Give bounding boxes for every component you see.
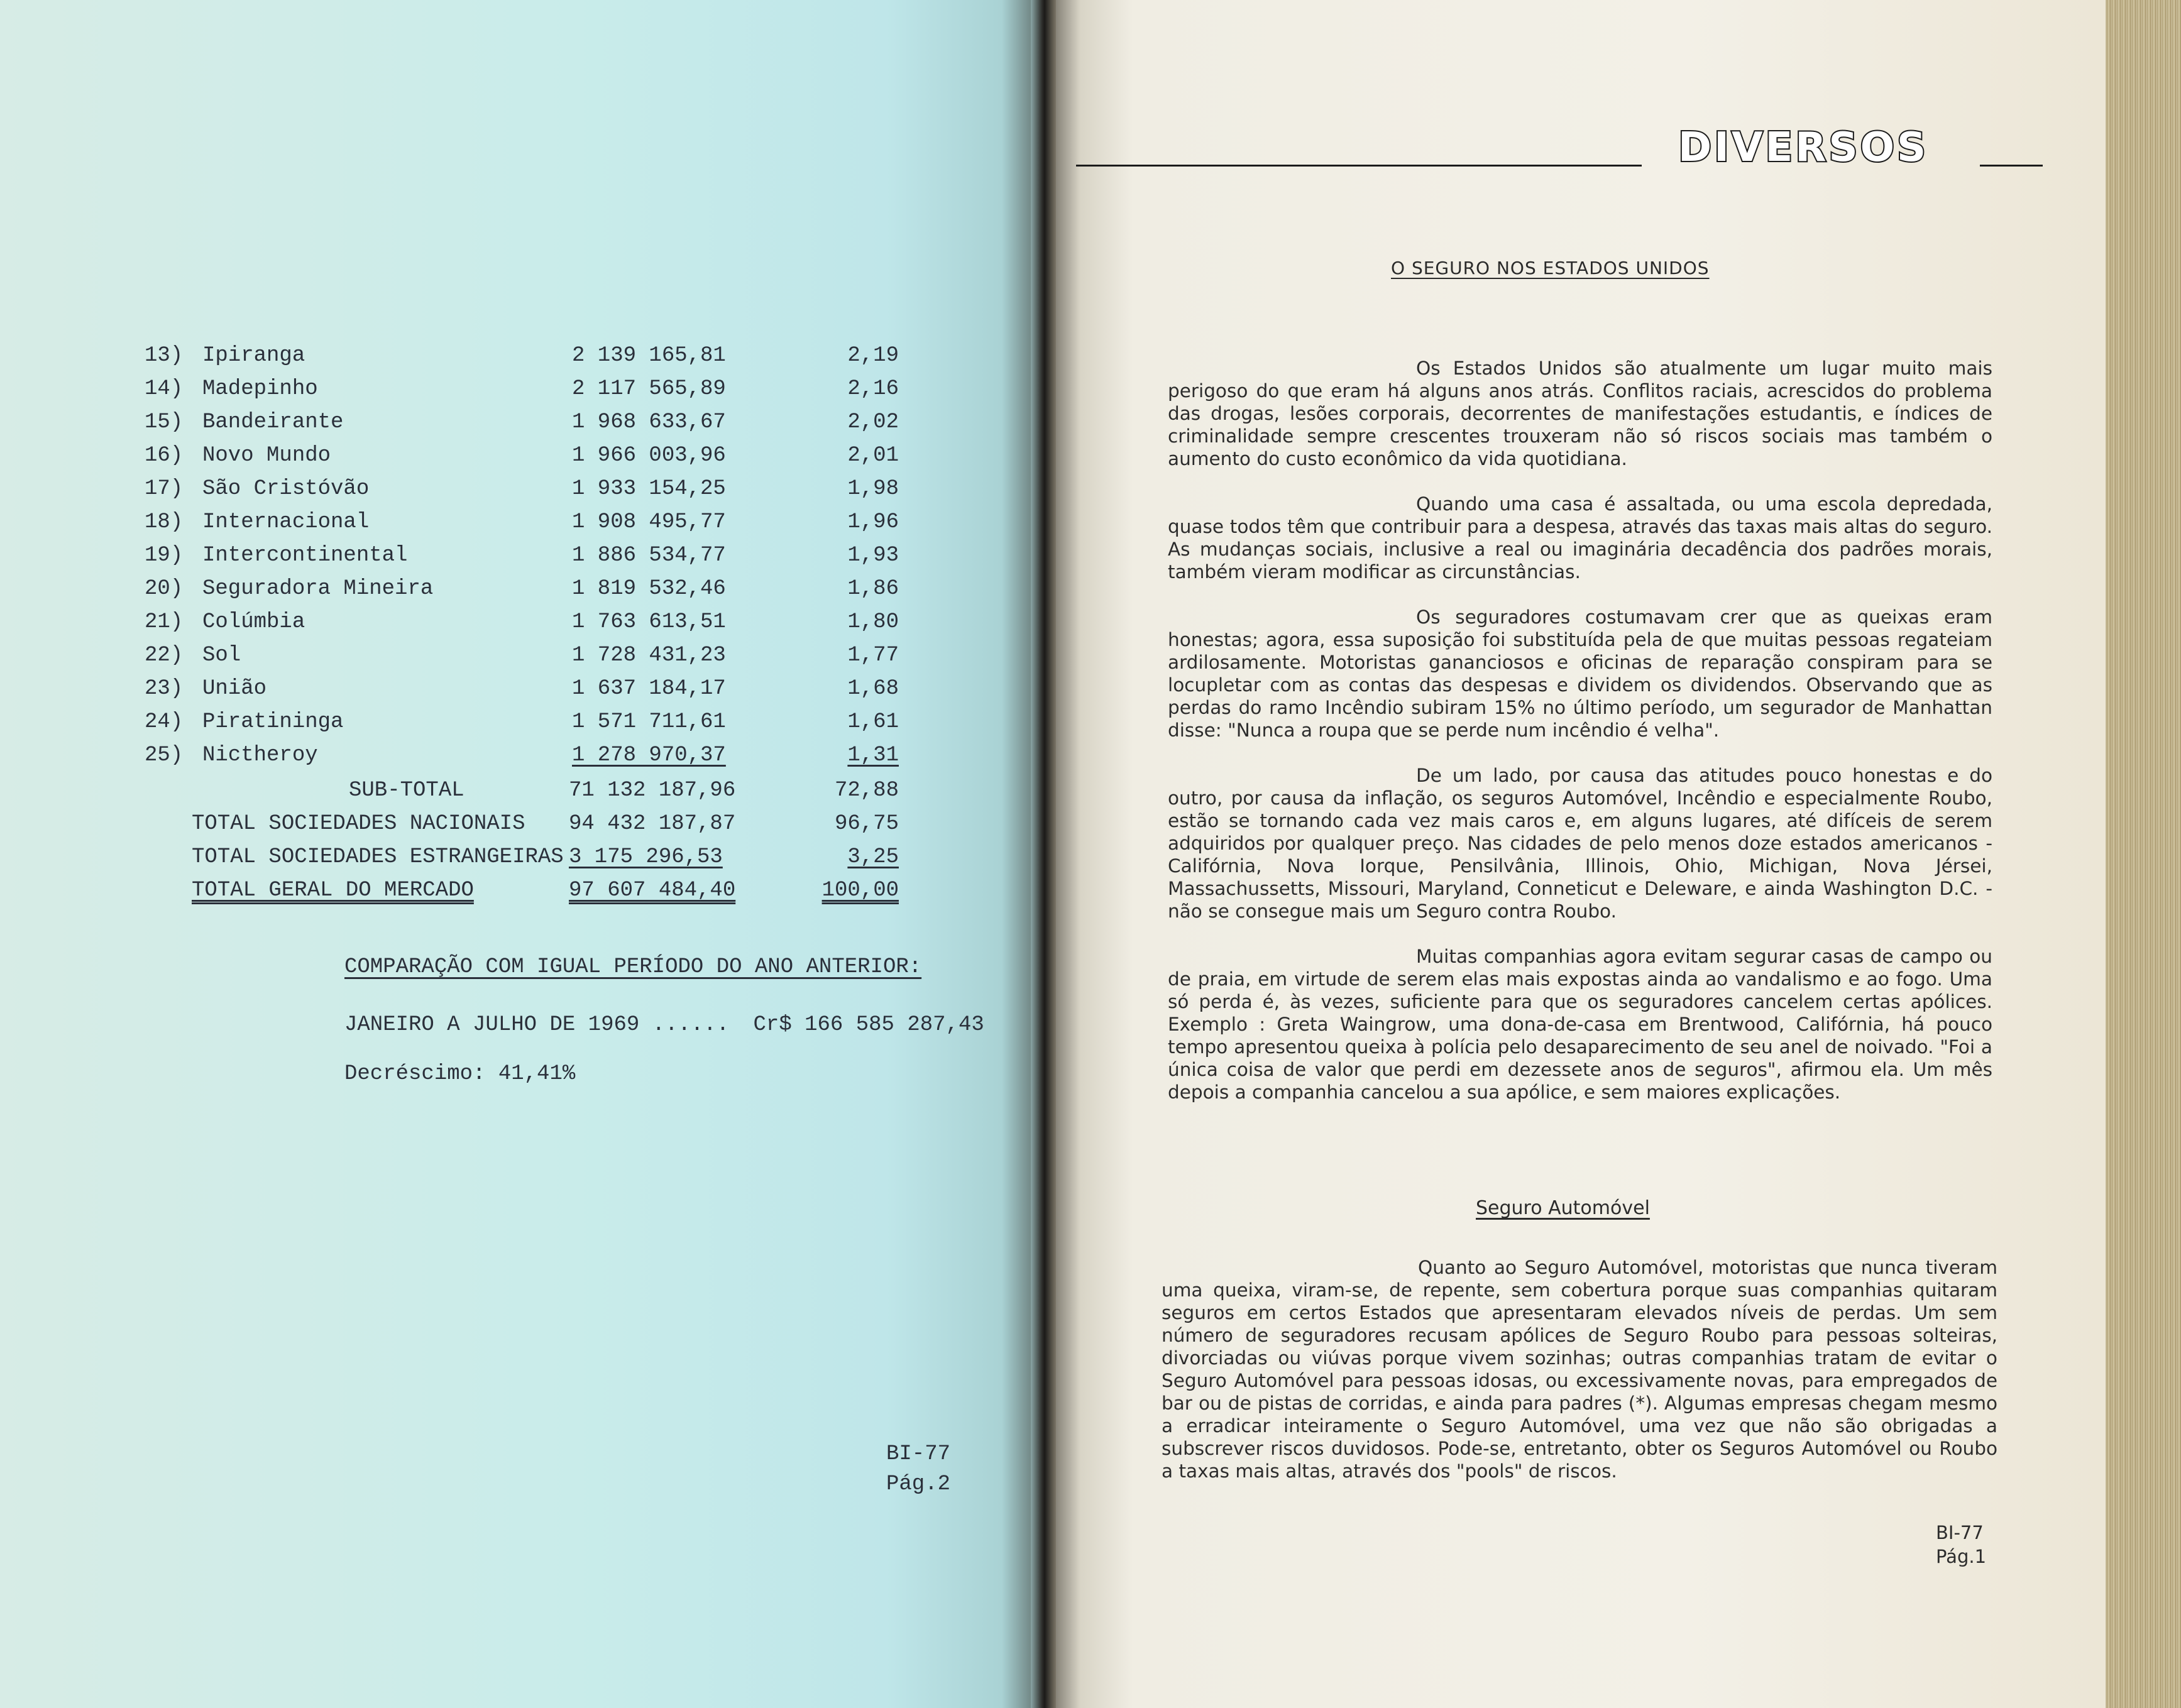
rank-number: 18) — [145, 510, 184, 534]
insurer-ranking-table — [145, 339, 899, 772]
market-share: 1,80 — [847, 610, 899, 634]
insurer-name: Novo Mundo — [202, 444, 331, 468]
rank-number: 25) — [145, 743, 184, 767]
article-body — [1168, 357, 1992, 1126]
article-paragraph: Muitas companhias agora evitam segurar casas de campo ou de praia, em virtude de serem elas mais expostas ainda ao vandalismo e ao fogo. Uma só perda é, às vezes, suficiente para que os seguradores cancelem certas apólices. Exemplo : Greta Waingrow, uma dona-de-casa em Brentwood, Califórnia, há pouco tempo apresentou queixa à polícia pelo desaparecimento de seu anel de noivado. "Foi a única coisa de valor que perdi em dezessete anos de seguros", afirmou ela. Um mês depois a companhia cancelou a sua apólice, e sem maiores explicações. — [1168, 946, 1992, 1103]
totals-block — [192, 774, 899, 907]
bulletin-code: BI-77 — [1936, 1522, 1984, 1543]
market-share: 2,16 — [847, 377, 899, 401]
market-share: 1,68 — [847, 677, 899, 701]
article-paragraph: Os Estados Unidos são atualmente um lugar muito mais perigoso do que eram há alguns anos atrás. Conflitos raciais, acrescidos do problema das drogas, lesões corporais, decorrentes de manifestações estudantis, e índices de criminalidade sempre crescentes trouxeram não só riscos sociais mas também o aumento do custo econômico da vida quotidiana. — [1168, 358, 1992, 469]
table-row — [145, 639, 899, 672]
table-row — [145, 506, 899, 539]
insurer-name: Internacional — [202, 510, 370, 534]
market-share: 2,01 — [847, 444, 899, 468]
subtotal-amount: 71 132 187,96 — [569, 779, 736, 802]
insurer-name: Nictheroy — [202, 743, 318, 767]
total-geral-row — [192, 874, 899, 907]
premium-amount: 2 117 565,89 — [572, 377, 726, 401]
header-rule-right — [1980, 165, 2043, 167]
total-nacionais-row — [192, 807, 899, 841]
subtotal-row — [192, 774, 899, 807]
premium-amount: 1 886 534,77 — [572, 544, 726, 567]
subtotal-percent: 72,88 — [834, 779, 899, 802]
insurer-name: Seguradora Mineira — [202, 577, 434, 601]
insurer-name: Madepinho — [202, 377, 318, 401]
premium-amount: 1 968 633,67 — [572, 410, 726, 434]
rank-number: 17) — [145, 477, 184, 501]
market-share: 1,86 — [847, 577, 899, 601]
insurer-name: Ipiranga — [202, 344, 305, 368]
comparison-period — [344, 1013, 984, 1037]
total-geral-amount: 97 607 484,40 — [569, 879, 736, 902]
table-row — [145, 439, 899, 473]
article-paragraph: De um lado, por causa das atitudes pouco honestas e do outro, por causa da inflação, os seguros Automóvel, Incêndio e especialmente Roubo, estão se tornando cada vez mais caros e, em alguns lugares, até difíceis de serem adquiridos por qualquer preço. Nas cidades de pelo menos doze estados americanos - Califórnia, Nova Iorque, Pensilvânia, Illinois, Ohio, Michigan, Nova Jérsei, Massachussetts, Missouri, Maryland, Conneticut e Deleware, e ainda Washington D.C. - não se consegue mais um Seguro contra Roubo. — [1168, 765, 1992, 922]
rank-number: 16) — [145, 444, 184, 468]
table-row — [145, 739, 899, 772]
market-share: 1,31 — [847, 743, 899, 767]
premium-amount: 1 728 431,23 — [572, 643, 726, 667]
left-page-reference — [886, 1439, 950, 1499]
article-auto-section — [1162, 1256, 1997, 1482]
rank-number: 19) — [145, 544, 184, 567]
subheading-auto: Seguro Automóvel — [1476, 1197, 1650, 1219]
insurer-name: Bandeirante — [202, 410, 344, 434]
table-row — [145, 339, 899, 373]
rank-number: 13) — [145, 344, 184, 368]
book-page-edges — [2106, 0, 2181, 1708]
insurer-name: Colúmbia — [202, 610, 305, 634]
subtotal-label: SUB-TOTAL — [349, 779, 464, 802]
comparison-period-value: Cr$ 166 585 287,43 — [753, 1013, 984, 1037]
rank-number: 24) — [145, 710, 184, 734]
comparison-title: COMPARAÇÃO COM IGUAL PERÍODO DO ANO ANTERIOR: — [344, 955, 922, 979]
market-share: 1,96 — [847, 510, 899, 534]
table-row — [145, 373, 899, 406]
premium-amount: 1 278 970,37 — [572, 743, 726, 767]
bulletin-code: BI-77 — [886, 1442, 951, 1466]
market-share: 1,61 — [847, 710, 899, 734]
right-page-reference — [1936, 1521, 1986, 1568]
total-estrangeiras-label: TOTAL SOCIEDADES ESTRANGEIRAS — [192, 845, 564, 869]
total-nacionais-label: TOTAL SOCIEDADES NACIONAIS — [192, 812, 525, 836]
section-title: DIVERSOS — [1678, 124, 1929, 171]
table-row — [145, 606, 899, 639]
rank-number: 23) — [145, 677, 184, 701]
page-number: Pág.2 — [886, 1472, 951, 1496]
premium-amount: 1 571 711,61 — [572, 710, 726, 734]
premium-amount: 1 933 154,25 — [572, 477, 726, 501]
market-share: 1,77 — [847, 643, 899, 667]
rank-number: 20) — [145, 577, 184, 601]
header-rule-left — [1076, 165, 1642, 167]
premium-amount: 1 819 532,46 — [572, 577, 726, 601]
decrease-percent: Decréscimo: 41,41% — [344, 1062, 576, 1086]
insurer-name: União — [202, 677, 267, 701]
book-gutter — [1031, 0, 1056, 1708]
market-share: 1,93 — [847, 544, 899, 567]
insurer-name: Piratininga — [202, 710, 344, 734]
premium-amount: 1 966 003,96 — [572, 444, 726, 468]
total-estrangeiras-percent: 3,25 — [847, 845, 899, 869]
article-title: O SEGURO NOS ESTADOS UNIDOS — [1391, 258, 1710, 278]
premium-amount: 1 908 495,77 — [572, 510, 726, 534]
total-nacionais-amount: 94 432 187,87 — [569, 812, 736, 836]
table-row — [145, 572, 899, 606]
total-geral-percent: 100,00 — [821, 879, 899, 902]
insurer-name: Sol — [202, 643, 241, 667]
table-row — [145, 473, 899, 506]
insurer-name: Intercontinental — [202, 544, 408, 567]
total-estrangeiras-row — [192, 841, 899, 874]
premium-amount: 2 139 165,81 — [572, 344, 726, 368]
article-paragraph: Os seguradores costumavam crer que as queixas eram honestas; agora, essa suposição foi substituída pela de que muitas pessoas regateiam ardilosamente. Motoristas gananciosos e oficinas de reparação conspiram para se locupletar com as contas das despesas e dividem os dividendos. Observando que as perdas do ramo Incêndio subiram 15% no último período, um segurador de Manhattan disse: "Nunca a roupa que se perde num incêndio é velha". — [1168, 606, 1992, 741]
comparison-block — [344, 955, 984, 1086]
market-share: 1,98 — [847, 477, 899, 501]
market-share: 2,02 — [847, 410, 899, 434]
rank-number: 15) — [145, 410, 184, 434]
table-row — [145, 706, 899, 739]
total-estrangeiras-amount: 3 175 296,53 — [569, 845, 723, 869]
table-row — [145, 672, 899, 706]
total-geral-label: TOTAL GERAL DO MERCADO — [192, 879, 474, 902]
comparison-period-label: JANEIRO A JULHO DE 1969 ...... — [344, 1013, 730, 1037]
premium-amount: 1 637 184,17 — [572, 677, 726, 701]
insurer-name: São Cristóvão — [202, 477, 370, 501]
table-row — [145, 539, 899, 572]
premium-amount: 1 763 613,51 — [572, 610, 726, 634]
total-nacionais-percent: 96,75 — [834, 812, 899, 836]
article-paragraph: Quando uma casa é assaltada, ou uma escola depredada, quase todos têm que contribuir para a despesa, através das taxas mais altas do seguro. As mudanças sociais, inclusive a real ou imaginária decadência dos padrões morais, também vieram modificar as circunstâncias. — [1168, 493, 1992, 583]
page-number: Pág.1 — [1936, 1546, 1987, 1567]
table-row — [145, 406, 899, 439]
rank-number: 22) — [145, 643, 184, 667]
rank-number: 21) — [145, 610, 184, 634]
article-paragraph: Quanto ao Seguro Automóvel, motoristas que nunca tiveram uma queixa, viram-se, de repente, sem cobertura porque suas companhias quitaram seguros em certos Estados que apresentaram elevados níveis de perdas. Um sem número de seguradores recusam apólices de Seguro Roubo para pessoas solteiras, divorciadas ou viúvas porque vivem sozinhas; outras companhias tratam de evitar o Seguro Automóvel para pessoas idosas, ou excessivamente novas, para empregados de bar ou de pistas de corridas, e ainda para padres (*). Algumas empresas chegam mesmo a erradicar inteiramente o Seguro Automóvel, uma vez que não são obrigadas a subscrever riscos duvidosos. Pode-se, entretanto, obter os Seguros Automóvel ou Roubo a taxas mais altas, através dos "pools" de riscos. — [1162, 1257, 1997, 1482]
rank-number: 14) — [145, 377, 184, 401]
market-share: 2,19 — [847, 344, 899, 368]
